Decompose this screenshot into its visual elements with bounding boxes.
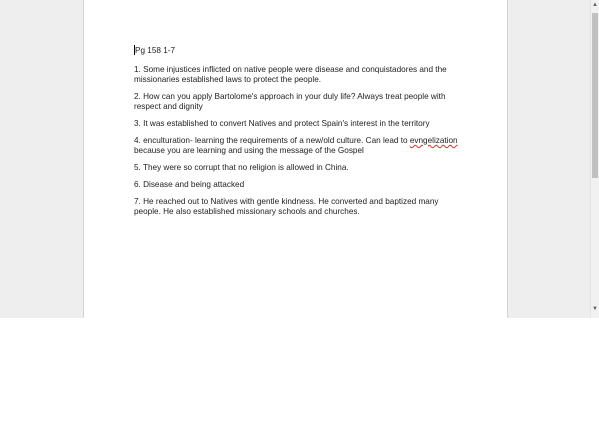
paragraph-7[interactable]: 7. He reached out to Natives with gentle kindness. He converted and baptized many people. He also established missionary schools and churches. [134,197,439,216]
document-body[interactable] [134,45,464,224]
vertical-scrollbar[interactable] [590,0,599,318]
document-title: Pg 158 1-7 [135,46,176,55]
paragraph-5[interactable]: 5. They were so corrupt that no religion is allowed in China. [134,163,349,172]
paragraph-4-end: because you are learning and using the message of the Gospel [134,146,364,155]
paragraph-2[interactable]: 2. How can you apply Bartolome's approach in your duly life? Always treat people with respect and dignity [134,92,446,111]
scroll-down-arrow-icon[interactable]: ▼ [592,306,598,312]
document-page[interactable] [83,0,508,318]
paragraph-4-start: 4. enculturation- learning the requirements of a new/old culture. Can lead to [134,136,410,145]
misspelled-word[interactable]: evngelization [409,136,458,145]
document-title-line[interactable] [134,45,464,56]
scrollbar-thumb[interactable] [592,13,598,178]
scroll-up-arrow-icon[interactable]: ▲ [592,2,598,8]
paragraph-6[interactable]: 6. Disease and being attacked [134,180,245,189]
paragraph-3[interactable]: 3. It was established to convert Natives and protect Spain's interest in the territory [134,119,430,128]
paragraph-1[interactable]: 1. Some injustices inflicted on native people were disease and conquistadores and the missionaries established laws to protect the people. [134,65,447,84]
paragraph-4[interactable] [134,136,464,156]
blank-area [0,318,599,429]
